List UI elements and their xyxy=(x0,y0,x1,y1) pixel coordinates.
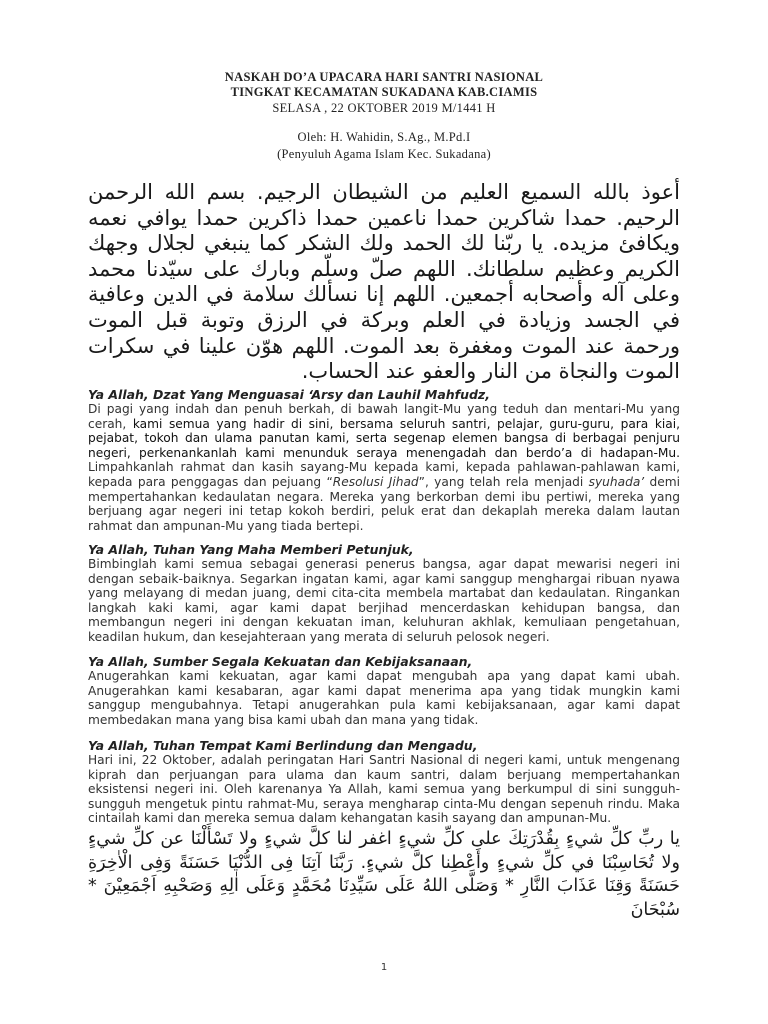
section-heading: Ya Allah, Dzat Yang Menguasai ‘Arsy dan Lauhil Mahfudz, xyxy=(88,387,490,402)
prayer-section-4 xyxy=(88,738,680,826)
section-paragraph: Bimbinglah kami semua sebagai generasi penerus bangsa, agar dapat mewarisi negeri ini dengan sebaik-baiknya. Segarkan ingatan kami, agar kami sanggup menghargai ribuan nyawa yang melayang di medan juang, demi cita-cita membela martabat dan kedaulatan. Ringankan langkah kaki kami, agar kami dapat berjihad mencerdaskan kehidupan bangsa, dan membangun negeri ini dengan kekuatan iman, keluhuran akhlak, kemuliaan pengetahuan, keadilan hukum, dan kesejahteraan yang merata di seluruh pelosok negeri. xyxy=(88,557,680,644)
arabic-closing-text: يا ربِّ كلِّ شيءٍ بِقُدْرَتِكَ على كلِّ شيءٍ اغفر لنا كلَّ شيءٍ ولا تَسْأَلْنَا عن كلِّ شيءٍ ولا تُحَاسِبْنَا في كلِّ شيءٍ وأَعْطِنا كلَّ شيءٍ. رَبَّنَا آتِنَا فِى الدُّنْيَا حَسَنَةً وَفِى الْاٰخِرَةِ حَسَنَةً وَقِنَا عَذَابَ النَّارِ * وَصَلَّى اللهُ عَلَى سَيِّدِنَا مُحَمَّدٍ وَعَلَى اٰلِهِ وَصَحْبِهِ اَجْمَعِيْنَ * سُبْحَانَ xyxy=(88,829,680,920)
document-header xyxy=(90,70,678,163)
author-role: (Penyuluh Agama Islam Kec. Sukadana) xyxy=(277,147,491,161)
page-number: 1 xyxy=(380,962,388,973)
section-paragraph xyxy=(88,402,680,533)
document-title: NASKAH DO’A UPACARA HARI SANTRI NASIONAL xyxy=(224,70,544,84)
paragraph-text-italic: syuhada’ xyxy=(588,474,645,489)
paragraph-text: demi mempertahankan kedaulatan negara. Mereka yang berkorban demi ibu pertiwi, mereka yang berjuang agar negeri ini tetap kokoh berdiri, peluk erat dan dekaplah mereka dalam lautan rahmat dan ampunan-Mu yang tiada bertepi. xyxy=(88,474,681,533)
prayer-section-3 xyxy=(88,654,680,727)
paragraph-text-italic: Resolusi Jihad xyxy=(332,474,419,489)
arabic-opening-text: أعوذ بالله السميع العليم من الشيطان الرجيم. بسم الله الرحمن الرحيم. حمدا شاكرين حمدا ناعمين حمدا ذاكرين حمدا يوافي نعمه ويكافئ مزيده. يا ربّنا لك الحمد ولك الشكر كما ينبغي لجلال وجهك الكريم وعظيم سلطانك. اللهم صلّ وسلّم وبارك على سيّدنا محمد وعلى آله وأصحابه أجمعين. اللهم إنا نسألك سلامة في الدين وعافية في الجسد وزيادة في العلم وبركة في الرزق وتوبة قبل الموت ورحمة عند الموت ومغفرة بعد الموت. اللهم هوّن علينا في سكرات الموت والنجاة من النار والعفو عند الحساب. xyxy=(88,180,680,384)
section-heading: Ya Allah, Sumber Segala Kekuatan dan Kebijaksanaan, xyxy=(88,654,473,669)
prayer-section-1 xyxy=(88,387,680,533)
author-name: Oleh: H. Wahidin, S.Ag., M.Pd.I xyxy=(297,130,471,144)
paragraph-text: Di pagi yang indah dan penuh berkah, di bawah langit-Mu yang teduh dan mentari-Mu yang cerah, xyxy=(88,402,680,431)
paragraph-text-emphasis: kami semua yang hadir di sini, bersama seluruh santri, pelajar, guru-guru, para kiai, pejabat, tokoh dan ulama panutan kami, serta segenap elemen bangsa di berbagai penjuru negeri, perkenankanlah kami menunduk seraya menengadah dan berdo’a di hadapan-Mu. xyxy=(88,416,680,460)
arabic-opening-prayer xyxy=(88,180,680,385)
arabic-closing-prayer xyxy=(88,828,680,922)
paragraph-text: ”, yang telah rela menjadi xyxy=(418,474,589,489)
section-paragraph: Hari ini, 22 Oktober, adalah peringatan Hari Santri Nasional di negeri kami, untuk mengenang kiprah dan perjuangan para ulama dan kaum santri, dalam berjuang mempertahankan eksistensi negeri ini. Oleh karenanya Ya Allah, kami semua yang berkumpul di sini sungguh-sungguh mengetuk pintu rahmat-Mu, seraya mengharap cinta-Mu dengan sepenuh rindu. Maka cintailah kami dan mereka semua dalam kehangatan kasih sayang dan ampunan-Mu. xyxy=(88,753,680,826)
document-date: SELASA , 22 OKTOBER 2019 M/1441 H xyxy=(272,101,496,115)
prayer-section-2 xyxy=(88,542,680,645)
paragraph-text: Limpahkanlah rahmat dan kasih sayang-Mu kepada kami, kepada pahlawan-pahlawan kami, kepada para penggagas dan pejuang “ xyxy=(88,460,680,489)
section-paragraph: Anugerahkan kami kekuatan, agar kami dapat mengubah apa yang dapat kami ubah. Anugerahkan kami kesabaran, agar kami dapat menerima apa yang tidak mungkin kami sanggup mengubahnya. Tetapi anugerahkan pula kami kebijaksanaan, agar kami dapat membedakan mana yang bisa kami ubah dan mana yang tidak. xyxy=(88,669,680,727)
section-heading: Ya Allah, Tuhan Tempat Kami Berlindung dan Mengadu, xyxy=(88,738,478,753)
document-subtitle: TINGKAT KECAMATAN SUKADANA KAB.CIAMIS xyxy=(230,85,538,99)
section-heading: Ya Allah, Tuhan Yang Maha Memberi Petunjuk, xyxy=(88,542,414,557)
